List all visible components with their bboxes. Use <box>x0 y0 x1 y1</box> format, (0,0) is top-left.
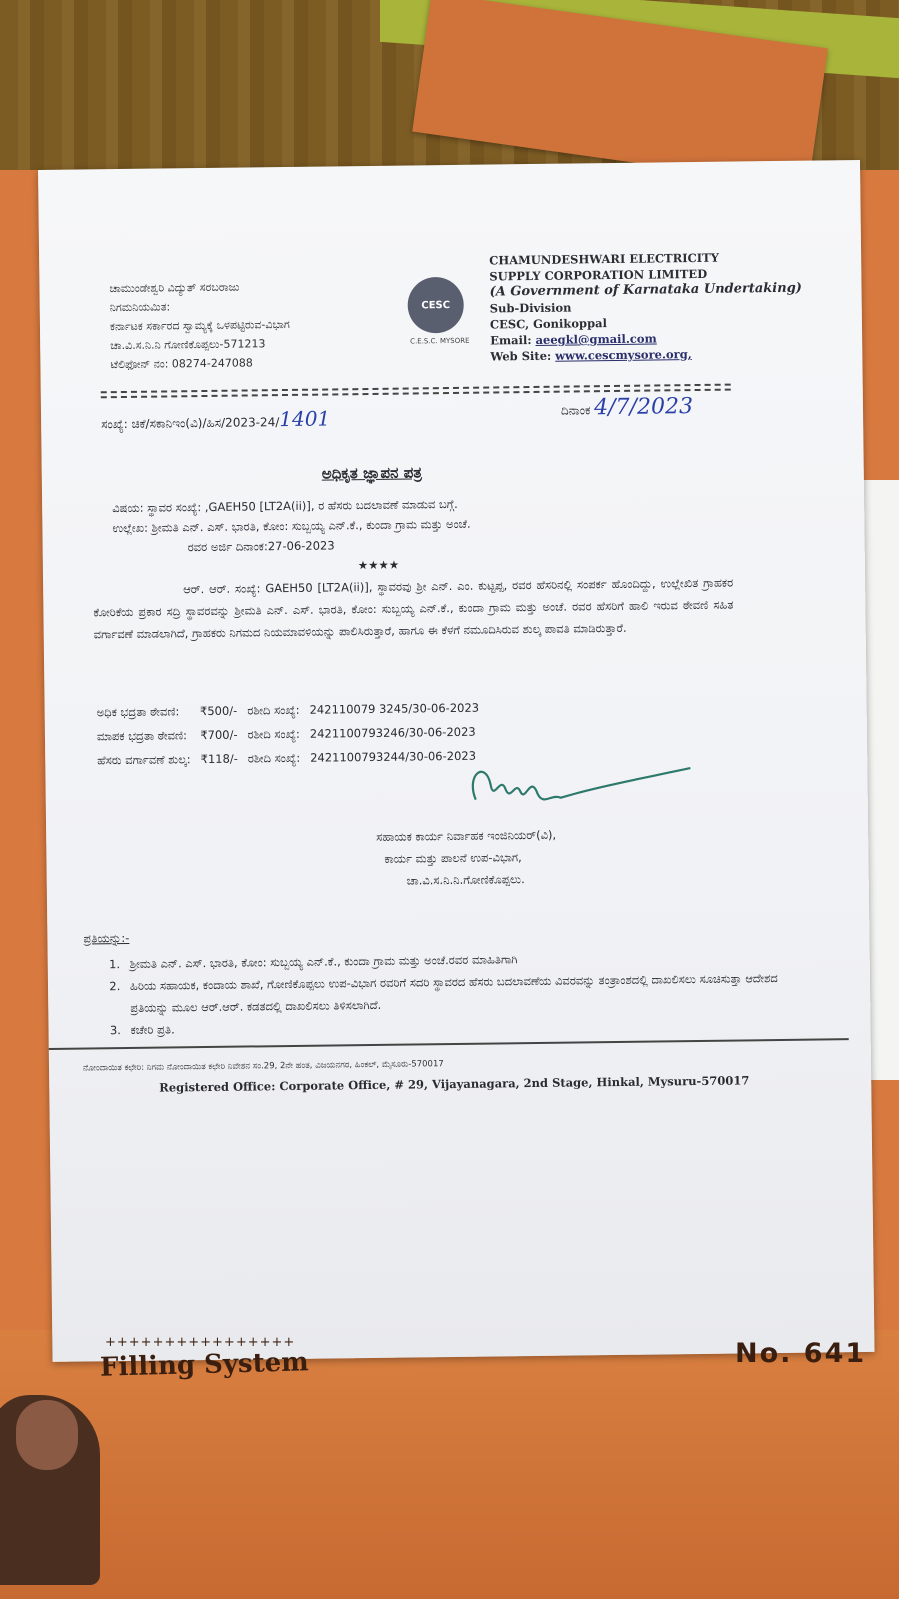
folder-number: No. 641 <box>735 1338 867 1369</box>
receipt-number: 2421100793244/30-06-2023 <box>310 748 477 765</box>
sub-division: Sub-Division <box>489 300 572 316</box>
fee-row <box>97 745 488 772</box>
cesc-logo <box>407 277 464 334</box>
subject-line: ವಿಷಯ: ಸ್ಥಾವರ ಸಂಖ್ಯೆ: ,GAEH50 [LT2A(ii)], ರ ಹೆಸರು ಬದಲಾವಣೆ ಮಾಡುವ ಬಗ್ಗೆ. <box>112 496 458 516</box>
memo-title: ಅಧಿಕೃತ ಜ್ಞಾಪನ ಪತ್ರ <box>321 463 422 483</box>
reference-number <box>101 406 330 433</box>
kannada-letterhead-line: ಚಾ.ವಿ.ಸ.ನಿ.ನಿ ಗೋಣಿಕೊಪ್ಪಲು-571213 <box>110 337 266 353</box>
cesc-logo-caption: C.E.S.C. MYSORE <box>410 336 470 346</box>
company-name-line1: CHAMUNDESHWARI ELECTRICITY <box>489 250 719 268</box>
website-url: www.cescmysore.org, <box>555 347 692 363</box>
registered-office-english: Registered Office: Corporate Office, # 29, Vijayanagara, 2nd Stage, Hinkal, Mysuru-570017 <box>159 1073 750 1095</box>
government-undertaking: (A Government of Karnataka Undertaking) <box>489 280 802 300</box>
registered-office-kannada: ನೋಂದಾಯಿತ ಕಛೇರಿ: ನಿಗಮ ನೋಂದಾಯಿತ ಕಛೇರಿ ನಿವೇಶನ ಸಂ.29, 2ನೇ ಹಂತ, ವಿಜಯನಗರ, ಹಿಂಕಲ್, ಮೈಸೂರು-570017 <box>82 1059 444 1074</box>
reference-label: ಸಂಖ್ಯೆ: ಚಿಕೆ/ಸಕಾನಿಇಂ(ವಿ)/ಹಿಸ/2023-24/ <box>101 415 280 432</box>
fee-amount: ₹700/- <box>200 727 238 743</box>
receipt-label: ರಶೀದಿ ಸಂಖ್ಯೆ: <box>247 702 300 718</box>
office-location: CESC, Gonikoppal <box>489 316 607 332</box>
website-line <box>490 345 803 365</box>
memo-date <box>561 394 693 421</box>
cesc-logo-text: CESC <box>421 299 451 311</box>
fee-amount: ₹118/- <box>200 751 238 767</box>
copies-section <box>83 919 804 1042</box>
fee-label: ಅಧಿಕ ಭದ್ರತಾ ಠೇವಣಿ: <box>96 704 180 720</box>
company-name-line2: SUPPLY CORPORATION LIMITED <box>489 266 708 284</box>
folder-label: Filling System <box>99 1347 310 1383</box>
fee-label: ಹೆಸರು ವರ್ಗಾವಣೆ ಶುಲ್ಕ: <box>97 752 191 768</box>
email-label: Email: <box>490 332 536 348</box>
fee-amount: ₹500/- <box>199 703 238 719</box>
receipt-label: ರಶೀದಿ ಸಂಖ್ಯೆ: <box>247 726 300 742</box>
separator-stars: ★★★★ <box>357 557 400 573</box>
fee-row <box>97 721 488 748</box>
folder-stars: ++++++++++++++++ <box>105 1335 296 1350</box>
receipt-number: 242110079 3245/30-06-2023 <box>309 700 480 717</box>
signatory-line: ಚಾ.ವಿ.ಸ.ನಿ.ನಿ.ಗೋಣಿಕೊಪ್ಪಲು. <box>406 872 525 888</box>
handwritten-ref-number: 1401 <box>279 406 331 432</box>
thumb-nail <box>16 1400 78 1470</box>
date-label: ದಿನಾಂಕ <box>560 403 591 418</box>
official-memo-paper <box>38 160 875 1362</box>
receipt-number: 2421100793246/30-06-2023 <box>309 724 476 741</box>
copy-recipient: 3. ಕಚೇರಿ ಪ್ರತಿ. <box>124 1011 804 1041</box>
signatory-line: ಸಹಾಯಕ ಕಾರ್ಯ ನಿರ್ವಾಹಕ ಇಂಜಿನಿಯರ್(ವಿ), <box>376 827 557 844</box>
reference-line: ಉಲ್ಲೇಖ: ಶ್ರೀಮತಿ ಎನ್. ಎಸ್. ಭಾರತಿ, ಕೋಂ: ಸುಬ್ಬಯ್ಯ ಎನ್.ಕೆ., ಕುಂದಾ ಗ್ರಾಮ ಮತ್ತು ಅಂಚೆ. <box>112 516 471 536</box>
english-letterhead <box>489 249 803 365</box>
handwritten-date: 4/7/2023 <box>594 394 694 421</box>
memo-body: ಆರ್. ಆರ್. ಸಂಖ್ಯೆ: GAEH50 [LT2A(ii)], ಸ್ಥಾವರವು ಶ್ರೀ ಎನ್. ಎಂ. ಕುಟ್ಟಪ್ಪ, ರವರ ಹೆಸರಿನಲ್ಲಿ ಸಂಪರ್ಕ ಹೊಂದಿದ್ದು, ಉಲ್ಲೇಖಿತ ಗ್ರಾಹಕರ ಕೋರಿಕೆಯ ಪ್ರಕಾರ ಸದ್ರಿ ಸ್ಥಾವರವನ್ನು ಶ್ರೀಮತಿ ಎನ್. ಎಸ್. ಭಾರತಿ, ಕೋಂ: ಸುಬ್ಬಯ್ಯ ಎನ್.ಕೆ., ಕುಂದಾ ಗ್ರಾಮ ಮತ್ತು ಅಂಚೆ. ರವರ ಹೆಸರಿಗೆ ಹಾಲಿ ಇರುವ ಠೇವಣಿ ಸಹಿತ ವರ್ಗಾವಣೆ ಮಾಡಲಾಗಿದೆ, ಗ್ರಾಹಕರು ನಿಗಮದ ನಿಯಮಾವಳಿಯನ್ನು ಪಾಲಿಸಿರುತ್ತಾರೆ, ಹಾಗೂ ಈ ಕೆಳಗೆ ನಮೂದಿಸಿರುವ ಶುಲ್ಕ ಪಾವತಿ ಮಾಡಿರುತ್ತಾರೆ. <box>93 575 734 642</box>
signatory-line: ಕಾರ್ಯ ಮತ್ತು ಪಾಲನೆ ಉಪ-ವಿಭಾಗ, <box>384 850 522 866</box>
kannada-letterhead-line: ಕರ್ನಾಟಕ ಸರ್ಕಾರದ ಸ್ವಾಮ್ಯಕ್ಕೆ ಒಳಪಟ್ಟಿರುವ-ವಿಭಾಗ <box>109 317 290 334</box>
kannada-letterhead-line: ನಿಗಮನಿಯಮಿತ: <box>109 300 171 315</box>
fee-row <box>97 697 488 724</box>
signatory-block <box>376 824 557 892</box>
handwritten-signature <box>455 752 696 815</box>
reference-line-2: ರವರ ಅರ್ಜಿ ದಿನಾಂಕ:27-06-2023 <box>187 538 335 555</box>
copies-heading: ಪ್ರತಿಯನ್ನು:- <box>83 930 130 946</box>
email-address: aeegkl@gmail.com <box>535 331 657 347</box>
kannada-letterhead <box>109 277 290 374</box>
kannada-letterhead-line: ಟೆಲಿಫೋನ್ ನಂ: 08274-247088 <box>110 356 253 372</box>
copy-recipient: 2. ಹಿರಿಯ ಸಹಾಯಕ, ಕಂದಾಯ ಶಾಖೆ, ಗೋಣಿಕೊಪ್ಪಲು ಉಪ-ವಿಭಾಗ ರವರಿಗೆ ಸದರಿ ಸ್ಥಾವರದ ಹೆಸರು ಬದಲಾವಣೆಯ ವಿವರವನ್ನು ತಂತ್ರಾಂಶದಲ್ಲಿ ದಾಖಲಿಸಲು ಸೂಚಿಸುತ್ತಾ ಆದೇಶದ ಪ್ರತಿಯನ್ನು ಮೂಲ ಆರ್.ಆರ್. ಕಡತದಲ್ಲಿ ದಾಖಲಿಸಲು ತಿಳಿಸಲಾಗಿದೆ. <box>124 967 804 1019</box>
kannada-letterhead-line: ಚಾಮುಂಡೇಶ್ವರಿ ವಿದ್ಯುತ್ ಸರಬರಾಜು <box>109 280 240 296</box>
copy-recipient: 1. ಶ್ರೀಮತಿ ಎನ್. ಎಸ್. ಭಾರತಿ, ಕೋಂ: ಸುಬ್ಬಯ್ಯ ಎನ್.ಕೆ., ಕುಂದಾ ಗ್ರಾಮ ಮತ್ತು ಅಂಚೆ.ರವರ ಮಾಹಿತಿಗಾಗಿ <box>124 945 804 975</box>
fee-label: ಮಾಪಕ ಭದ್ರತಾ ಠೇವಣಿ: <box>96 728 188 744</box>
website-label: Web Site: <box>490 348 556 364</box>
receipt-label: ರಶೀದಿ ಸಂಖ್ಯೆ: <box>247 750 301 766</box>
fee-table <box>95 695 490 774</box>
